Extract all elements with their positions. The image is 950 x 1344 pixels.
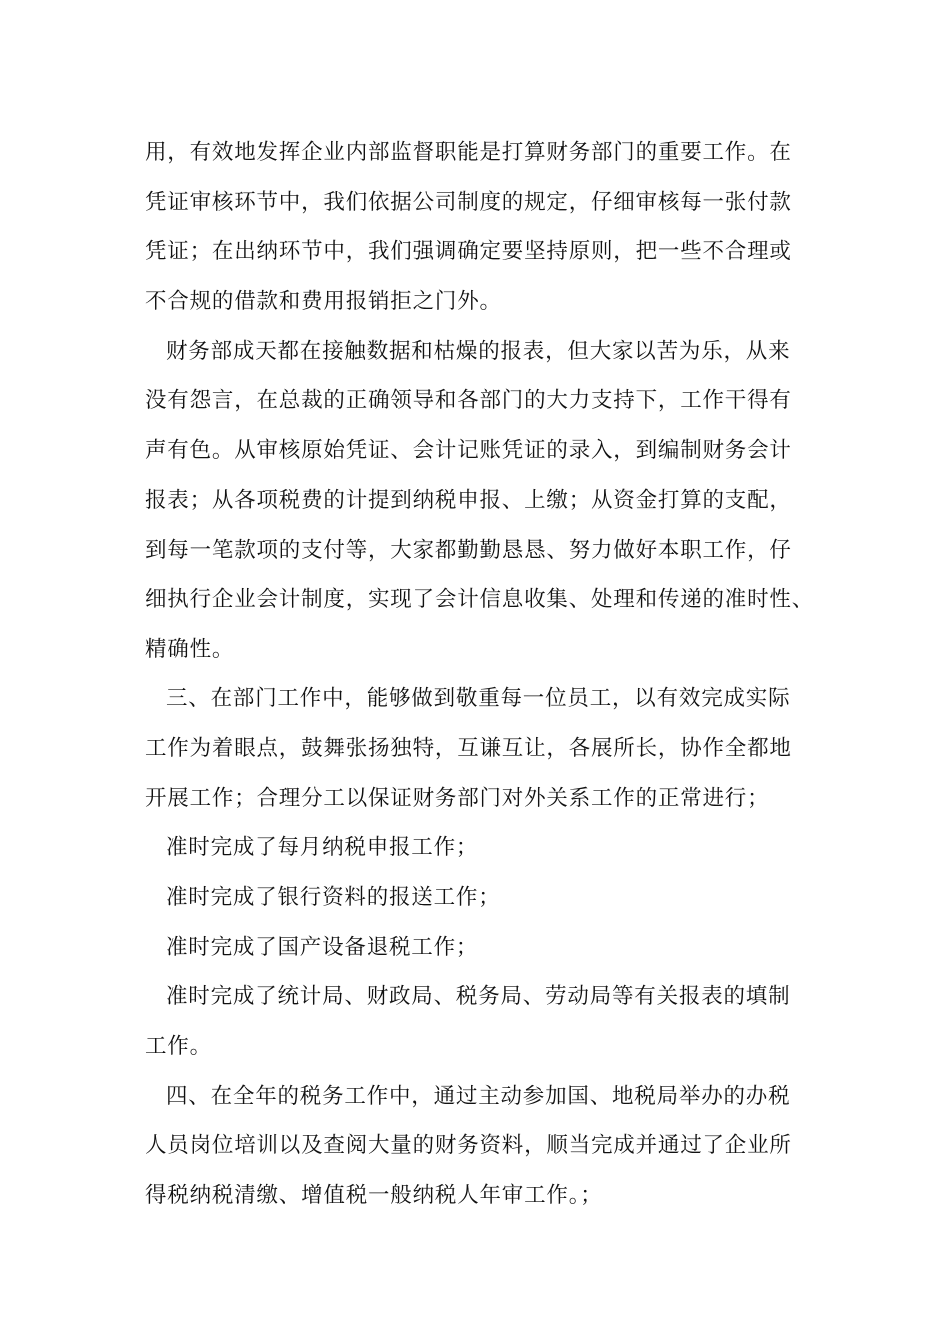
text-line: 准时完成了统计局、财政局、税务局、劳动局等有关报表的填制 bbox=[166, 984, 791, 1009]
text-line: 到每一笔款项的支付等，大家都勤勤恳恳、努力做好本职工作，仔 bbox=[145, 538, 792, 563]
text-line: 报表；从各项税费的计提到纳税申报、上缴；从资金打算的支配， bbox=[145, 488, 792, 513]
text-line: 得税纳税清缴、增值税一般纳税人年审工作。； bbox=[145, 1183, 603, 1208]
text-line: 准时完成了银行资料的报送工作； bbox=[166, 885, 501, 910]
text-line: 财务部成天都在接触数据和枯燥的报表，但大家以苦为乐，从来 bbox=[166, 339, 791, 364]
text-line: 精确性。 bbox=[145, 637, 235, 662]
text-line: 用，有效地发挥企业内部监督职能是打算财务部门的重要工作。在 bbox=[145, 140, 792, 165]
text-line: 细执行企业会计制度，实现了会计信息收集、处理和传递的准时性、 bbox=[145, 587, 815, 612]
text-line: 三、在部门工作中，能够做到敬重每一位员工，以有效完成实际 bbox=[166, 686, 791, 711]
text-line: 准时完成了每月纳税申报工作； bbox=[166, 835, 479, 860]
text-line: 开展工作；合理分工以保证财务部门对外关系工作的正常进行； bbox=[145, 786, 770, 811]
text-line: 工作。 bbox=[145, 1034, 212, 1059]
text-line: 四、在全年的税务工作中，通过主动参加国、地税局举办的办税 bbox=[166, 1084, 791, 1109]
text-line: 准时完成了国产设备退税工作； bbox=[166, 935, 479, 960]
text-line: 人员岗位培训以及查阅大量的财务资料，顺当完成并通过了企业所 bbox=[145, 1133, 792, 1158]
text-line: 凭证；在出纳环节中，我们强调确定要坚持原则，把一些不合理或 bbox=[145, 239, 792, 264]
text-line: 声有色。从审核原始凭证、会计记账凭证的录入，到编制财务会计 bbox=[145, 438, 792, 463]
text-line: 不合规的借款和费用报销拒之门外。 bbox=[145, 289, 502, 314]
text-line: 工作为着眼点，鼓舞张扬独特，互谦互让，各展所长，协作全都地 bbox=[145, 736, 792, 761]
text-line: 凭证审核环节中，我们依据公司制度的规定，仔细审核每一张付款 bbox=[145, 190, 792, 215]
text-line: 没有怨言，在总裁的正确领导和各部门的大力支持下，工作干得有 bbox=[145, 388, 792, 413]
